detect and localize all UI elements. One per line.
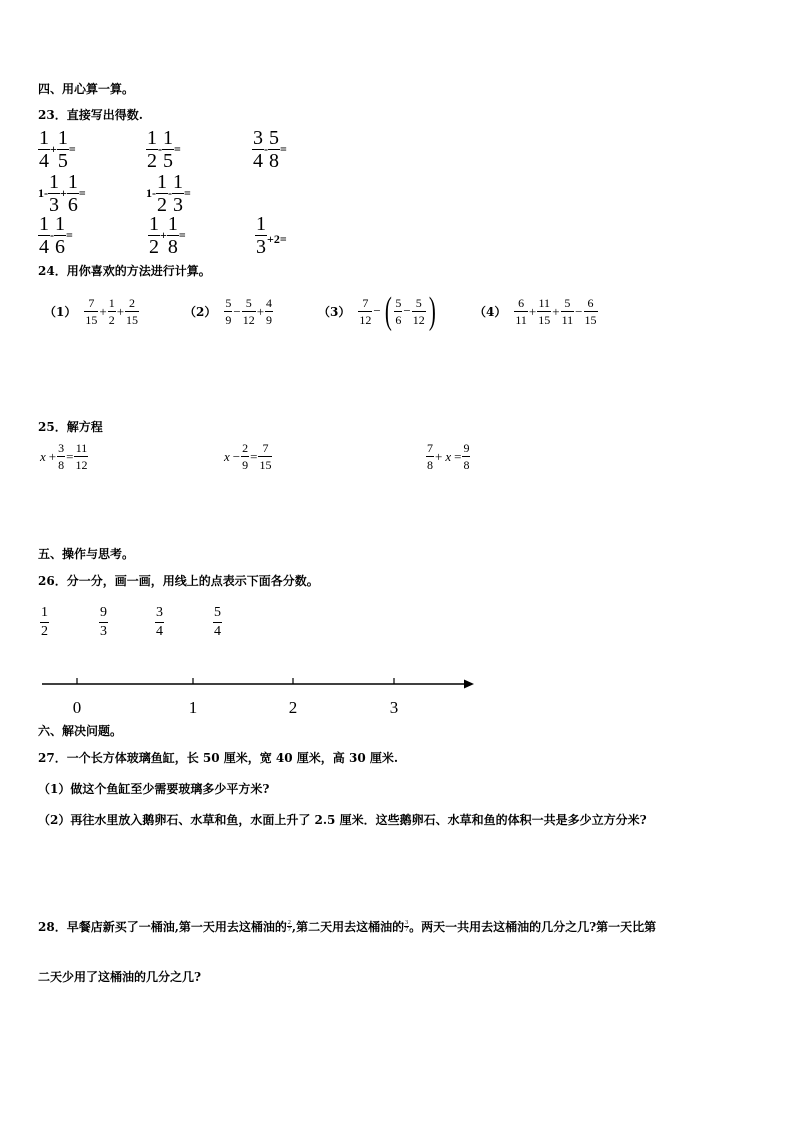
section6-title: 六、解决问题。 bbox=[38, 724, 123, 738]
fraction: $\frac{1}{6}$ bbox=[67, 171, 78, 216]
tick-label-0: 0 bbox=[72, 698, 82, 717]
q23-item-5 bbox=[146, 172, 191, 215]
equals-sign: = bbox=[250, 448, 258, 464]
fraction: $\frac{1}{2}$ bbox=[147, 127, 157, 172]
equals-sign: = bbox=[178, 228, 186, 242]
operator: + bbox=[552, 303, 560, 319]
q26-fraction-1 bbox=[40, 606, 49, 639]
operator: + bbox=[256, 303, 265, 319]
q28-text-3: 。两天一共用去这桶油的几分之几?第一天比第 bbox=[409, 920, 657, 934]
fraction: $\frac{7}{12}$ bbox=[359, 295, 372, 327]
operator: - bbox=[50, 228, 54, 242]
fraction: $\frac{7}{8}$ bbox=[427, 441, 433, 472]
q24-problem-2 bbox=[184, 297, 273, 326]
q24-problem-3 bbox=[318, 292, 438, 330]
q25-title: 25．解方程 bbox=[38, 420, 103, 434]
fraction: $\frac{7}{15}$ bbox=[259, 441, 272, 472]
q25-equation-2 bbox=[222, 442, 272, 471]
equals-sign: = bbox=[174, 142, 181, 156]
fraction: $\frac{6}{11}$ bbox=[515, 296, 527, 327]
fraction: $\frac{6}{15}$ bbox=[584, 296, 597, 327]
fraction: $\frac{4}{9}$ bbox=[266, 296, 273, 327]
operator: - bbox=[264, 142, 268, 156]
fraction: $\frac{5}{4}$ bbox=[214, 605, 221, 639]
q23-item-6 bbox=[38, 214, 73, 257]
fraction: $\frac{1}{5}$ bbox=[163, 127, 173, 172]
q23-item-8 bbox=[255, 214, 287, 257]
number-line bbox=[38, 670, 478, 722]
problem-tag: （3） bbox=[318, 304, 351, 319]
operator: − bbox=[403, 303, 411, 318]
q26-fraction-2 bbox=[99, 606, 108, 639]
problem-tag: （1） bbox=[44, 305, 77, 319]
operator: + bbox=[528, 303, 537, 319]
fraction: $\frac{3}{7}$ bbox=[405, 920, 409, 933]
left-paren: ( bbox=[384, 290, 392, 332]
section5-title: 五、操作与思考。 bbox=[38, 547, 135, 561]
fraction: $\frac{7}{15}$ bbox=[85, 296, 98, 327]
fraction: $\frac{5}{12}$ bbox=[412, 295, 425, 327]
problem-tag: （2） bbox=[184, 305, 217, 319]
fraction: $\frac{2}{15}$ bbox=[126, 296, 139, 327]
q27-title: 27．一个长方体玻璃鱼缸，长 50 厘米，宽 40 厘米，高 30 厘米. bbox=[38, 751, 399, 765]
q26-fraction-3 bbox=[155, 606, 164, 639]
fraction: $\frac{1}{2}$ bbox=[108, 296, 115, 327]
operator: - bbox=[158, 142, 162, 156]
q23-item-1 bbox=[38, 128, 76, 171]
fraction: $\frac{2}{7}$ bbox=[287, 920, 291, 933]
q28-text-1: 28．早餐店新买了一桶油,第一天用去这桶油的 bbox=[38, 920, 287, 934]
q27-part-1: （1）做这个鱼缸至少需要玻璃多少平方米? bbox=[38, 782, 270, 796]
q28-line-1 bbox=[38, 918, 656, 935]
prefix: 1- bbox=[146, 186, 156, 200]
fraction: $\frac{1}{3}$ bbox=[49, 171, 59, 216]
right-paren: ) bbox=[428, 290, 436, 332]
operator: − bbox=[575, 303, 583, 319]
fraction: $\frac{5}{6}$ bbox=[395, 295, 402, 327]
q25-equation-1 bbox=[38, 442, 88, 471]
tick-label-3: 3 bbox=[389, 698, 399, 717]
q26-fraction-4 bbox=[213, 606, 222, 639]
operator: + bbox=[160, 228, 167, 242]
fraction: $\frac{1}{2}$ bbox=[157, 171, 167, 216]
fraction: $\frac{3}{4}$ bbox=[253, 127, 263, 172]
tail-text: +2= bbox=[267, 232, 287, 246]
equals-sign: = bbox=[280, 142, 287, 156]
fraction: $\frac{5}{8}$ bbox=[269, 127, 279, 172]
operator: + bbox=[60, 186, 67, 200]
q23-item-7 bbox=[148, 214, 186, 257]
fraction: $\frac{2}{9}$ bbox=[242, 441, 249, 472]
fraction: $\frac{1}{8}$ bbox=[167, 213, 178, 258]
fraction: $\frac{1}{2}$ bbox=[149, 213, 159, 258]
operator: + bbox=[435, 448, 443, 464]
q23-item-2 bbox=[146, 128, 181, 171]
equals-sign: = bbox=[184, 186, 191, 200]
equals-sign: = bbox=[68, 142, 76, 156]
q23-item-3 bbox=[252, 128, 287, 171]
variable: x bbox=[445, 448, 452, 464]
operator: − bbox=[233, 303, 241, 319]
fraction: $\frac{9}{3}$ bbox=[100, 605, 107, 639]
variable: x bbox=[40, 448, 46, 464]
q25-equation-3 bbox=[426, 442, 470, 471]
fraction: $\frac{5}{11}$ bbox=[561, 296, 574, 327]
q26-title: 26．分一分，画一画，用线上的点表示下面各分数。 bbox=[38, 574, 319, 588]
fraction: $\frac{1}{4}$ bbox=[39, 213, 49, 258]
problem-tag: （4） bbox=[474, 305, 507, 319]
fraction: $\frac{1}{3}$ bbox=[256, 213, 266, 258]
fraction: $\frac{11}{12}$ bbox=[75, 441, 88, 472]
operator: + bbox=[48, 448, 57, 464]
q27-part-2: （2）再往水里放入鹅卵石、水草和鱼，水面上升了 2.5 厘米．这些鹅卵石、水草和鱼的体积一共是多少立方分米? bbox=[38, 813, 647, 827]
variable: x bbox=[224, 448, 230, 464]
q24-problem-1 bbox=[44, 297, 139, 326]
fraction: $\frac{9}{8}$ bbox=[463, 441, 470, 472]
section4-title: 四、用心算一算。 bbox=[38, 82, 135, 96]
operator: − bbox=[232, 448, 241, 464]
fraction: $\frac{3}{4}$ bbox=[156, 605, 163, 639]
tick-label-2: 2 bbox=[288, 698, 298, 717]
fraction: $\frac{1}{2}$ bbox=[41, 605, 48, 639]
fraction: $\frac{1}{4}$ bbox=[39, 127, 49, 172]
operator: - bbox=[168, 186, 172, 200]
operator: + bbox=[116, 303, 125, 319]
q23-title: 23．直接写出得数. bbox=[38, 108, 143, 122]
q28-text-2: ,第二天用去这桶油的 bbox=[291, 920, 405, 934]
equals-sign: = bbox=[454, 448, 462, 464]
fraction: $\frac{5}{12}$ bbox=[242, 296, 255, 327]
fraction: $\frac{1}{6}$ bbox=[55, 213, 65, 258]
operator: + bbox=[99, 303, 107, 319]
fraction: $\frac{1}{5}$ bbox=[57, 127, 68, 172]
fraction: $\frac{11}{15}$ bbox=[538, 296, 551, 327]
equals-sign: = bbox=[66, 448, 74, 464]
operator: − bbox=[373, 303, 381, 318]
tick-label-1: 1 bbox=[188, 698, 198, 717]
equals-sign: = bbox=[66, 228, 73, 242]
equals-sign: = bbox=[78, 186, 86, 200]
fraction: $\frac{3}{8}$ bbox=[58, 441, 65, 472]
q23-item-4 bbox=[38, 172, 86, 215]
q24-problem-4 bbox=[474, 297, 598, 326]
prefix: 1- bbox=[38, 186, 48, 200]
q28-line-2: 二天少用了这桶油的几分之几? bbox=[38, 970, 202, 984]
number-line-arrow-icon bbox=[464, 680, 474, 689]
fraction: $\frac{1}{3}$ bbox=[173, 171, 183, 216]
q24-title: 24．用你喜欢的方法进行计算。 bbox=[38, 264, 211, 278]
fraction: $\frac{5}{9}$ bbox=[225, 296, 232, 327]
operator: + bbox=[50, 142, 57, 156]
